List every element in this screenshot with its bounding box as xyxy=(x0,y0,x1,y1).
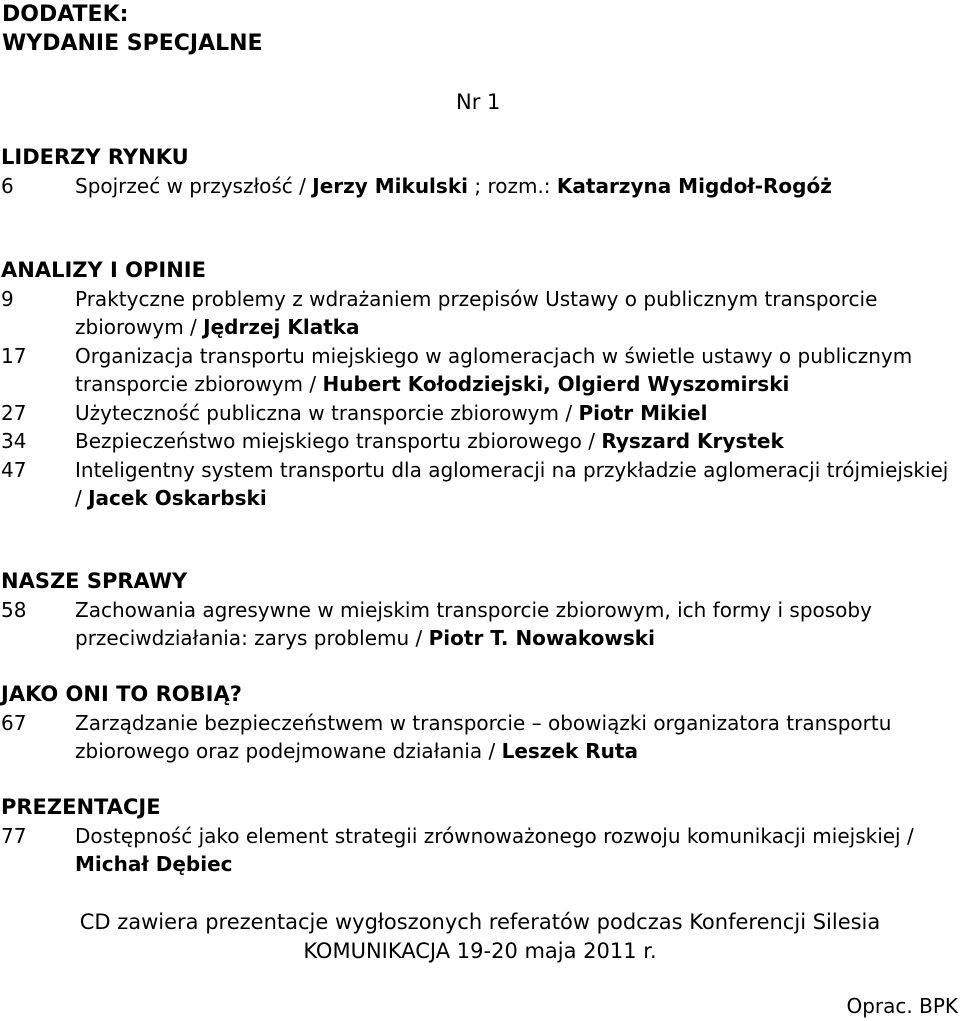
entry-author: Ryszard Krystek xyxy=(601,429,784,453)
toc-entry xyxy=(0,709,960,766)
toc-entry xyxy=(0,427,960,456)
entry-page-number: 17 xyxy=(1,343,27,368)
entry-title: Inteligentny system transportu dla aglomeracji na przykładzie aglomeracji trójmiejskiej / xyxy=(75,457,949,510)
entry-author: Jacek Oskarbski xyxy=(88,486,267,510)
entry-interview-note: ; rozm.: xyxy=(467,173,557,198)
entry-author: Leszek Ruta xyxy=(501,739,638,763)
entry-author-2: Katarzyna Migdoł-Rogóż xyxy=(556,173,832,198)
entry-text xyxy=(75,342,960,399)
cd-note-line-1: CD zawiera prezentacje wygłoszonych referatów podczas Konferencji Silesia xyxy=(79,910,881,934)
section-liderzy-rynku xyxy=(0,143,960,200)
document-header xyxy=(2,0,263,58)
entry-page-number: 47 xyxy=(1,457,27,482)
section-title: NASZE SPRAWY xyxy=(1,569,188,593)
section-analizy-i-opinie xyxy=(0,256,960,513)
entry-author: Michał Dębiec xyxy=(75,852,233,876)
entry-title: Organizacja transportu miejskiego w aglomeracjach w świetle ustawy o publicznym transporcie zbiorowym / xyxy=(75,343,913,396)
entry-page-number: 67 xyxy=(1,710,27,735)
entry-page-number: 34 xyxy=(1,429,27,453)
entry-text xyxy=(75,709,960,766)
section-title: LIDERZY RYNKU xyxy=(1,145,189,169)
section-title: ANALIZY I OPINIE xyxy=(1,258,206,282)
toc-entry xyxy=(0,285,960,342)
entry-author: Piotr T. Nowakowski xyxy=(428,626,655,650)
entry-text xyxy=(75,172,960,201)
entry-text xyxy=(75,596,960,653)
entry-title: Dostępność jako element strategii zrównoważonego rozwoju komunikacji miejskiej / xyxy=(75,823,914,848)
section-prezentacje xyxy=(0,793,960,879)
cd-note xyxy=(0,908,960,966)
cd-note-line-2: KOMUNIKACJA 19-20 maja 2011 r. xyxy=(303,939,657,963)
entry-text xyxy=(75,822,960,879)
toc-entry xyxy=(0,342,960,399)
entry-page-number: 58 xyxy=(1,597,27,622)
entry-text xyxy=(75,427,960,456)
header-line-2: WYDANIE SPECJALNE xyxy=(2,31,263,56)
signature: Oprac. BPK xyxy=(846,994,958,1018)
entry-author: Hubert Kołodziejski, Olgierd Wyszomirski xyxy=(322,372,790,396)
entry-title: Zarządzanie bezpieczeństwem w transporcie – obowiązki organizatora transportu zbiorowego oraz podejmowane działania / xyxy=(75,710,892,763)
entry-author: Jędrzej Klatka xyxy=(203,315,360,339)
section-title: PREZENTACJE xyxy=(1,795,161,819)
section-nasze-sprawy xyxy=(0,567,960,653)
entry-title: Zachowania agresywne w miejskim transporcie zbiorowym, ich formy i sposoby przeciwdziałania: zarys problemu / xyxy=(75,597,872,650)
entry-page-number: 27 xyxy=(1,400,27,425)
entry-page-number: 6 xyxy=(1,173,14,198)
entry-page-number: 9 xyxy=(1,286,14,311)
entry-text xyxy=(75,285,960,342)
entry-author: Piotr Mikiel xyxy=(578,400,708,425)
entry-page-number: 77 xyxy=(1,823,27,848)
entry-title: Bezpieczeństwo miejskiego transportu zbiorowego / xyxy=(75,429,602,453)
toc-entry xyxy=(0,456,960,513)
section-jako-oni-to-robia xyxy=(0,680,960,766)
header-line-1: DODATEK: xyxy=(2,2,129,27)
issue-number: Nr 1 xyxy=(456,90,501,114)
entry-author: Jerzy Mikulski xyxy=(312,173,468,198)
section-title: JAKO ONI TO ROBIĄ? xyxy=(1,682,242,706)
toc-entry xyxy=(0,172,960,201)
toc-entry xyxy=(0,399,960,428)
entry-title: Spojrzeć w przyszłość / xyxy=(75,173,313,198)
toc-entry xyxy=(0,822,960,879)
entry-title: Użyteczność publiczna w transporcie zbiorowym / xyxy=(75,400,579,425)
entry-text xyxy=(75,399,960,428)
entry-title: Praktyczne problemy z wdrażaniem przepisów Ustawy o publicznym transporcie zbiorowym / xyxy=(75,286,878,339)
entry-text xyxy=(75,456,960,513)
toc-entry xyxy=(0,596,960,653)
